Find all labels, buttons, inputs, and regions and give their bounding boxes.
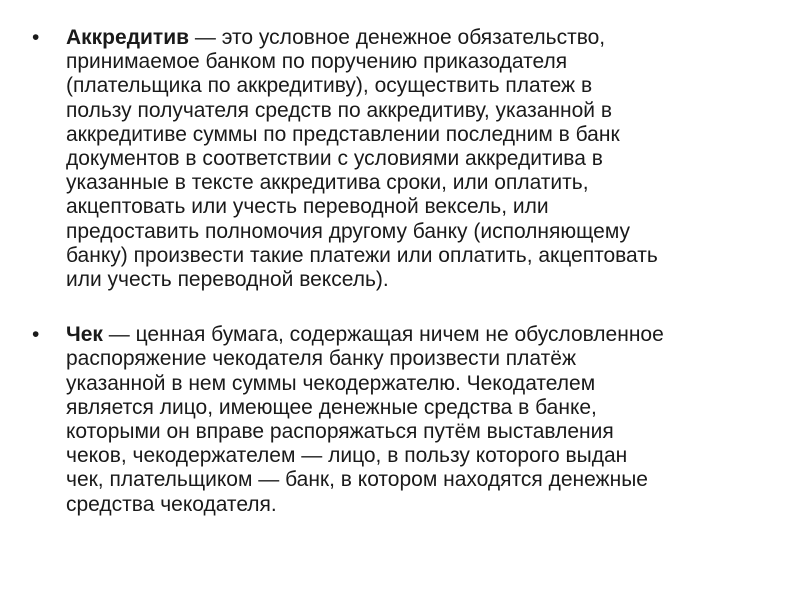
definition-text-line: средства чекодателя.: [66, 492, 277, 516]
definition-text-line: — это условное денежное обязательство,: [189, 26, 606, 49]
definition-paragraph: [66, 26, 772, 292]
definition-text-line: распоряжение чекодателя банку произвести платёж: [66, 347, 576, 371]
bullet-marker: •: [32, 26, 40, 49]
bullet-item-chek: [32, 323, 776, 517]
definition-text-line: акцептовать или учесть переводной вексель, или: [66, 195, 549, 219]
definition-text-line: документов в соответствии с условиями аккредитива в: [66, 147, 603, 171]
definition-text-line: которыми он вправе распоряжаться путём выставления: [66, 420, 614, 444]
definition-paragraph: [66, 323, 772, 517]
definition-text-line: является лицо, имеющее денежные средства в банке,: [66, 395, 597, 419]
definition-text-line: аккредитиве суммы по представлении последним в банк: [66, 122, 620, 146]
definition-term: Чек: [66, 323, 103, 347]
definition-term: Аккредитив: [66, 26, 190, 49]
definition-text-line: чек, плательщиком — банк, в котором находятся денежные: [66, 468, 648, 492]
definition-text-line: принимаемое банком по поручению приказодателя: [66, 50, 568, 74]
definition-text-line: — ценная бумага, содержащая ничем не обусловленное: [102, 323, 664, 347]
bullet-marker: •: [32, 323, 40, 347]
definition-text-line: пользу получателя средств по аккредитиву, указанной в: [66, 98, 613, 122]
definition-text-line: чеков, чекодержателем — лицо, в пользу которого выдан: [66, 444, 628, 468]
definition-text-line: предоставить полномочия другому банку (исполняющему: [66, 219, 631, 243]
bullet-list: [32, 26, 776, 517]
definition-text-line: банку) произвести такие платежи или оплатить, акцептовать: [66, 243, 658, 267]
definition-text-line: указанной в нем суммы чекодержателю. Чекодателем: [66, 371, 596, 395]
bullet-item-akkreditiv: [32, 26, 776, 292]
definition-text-line: указанные в тексте аккредитива сроки, или оплатить,: [66, 171, 589, 195]
definition-text-line: (плательщика по аккредитиву), осуществить платеж в: [66, 74, 593, 98]
definition-text-line: или учесть переводной вексель).: [66, 268, 389, 292]
